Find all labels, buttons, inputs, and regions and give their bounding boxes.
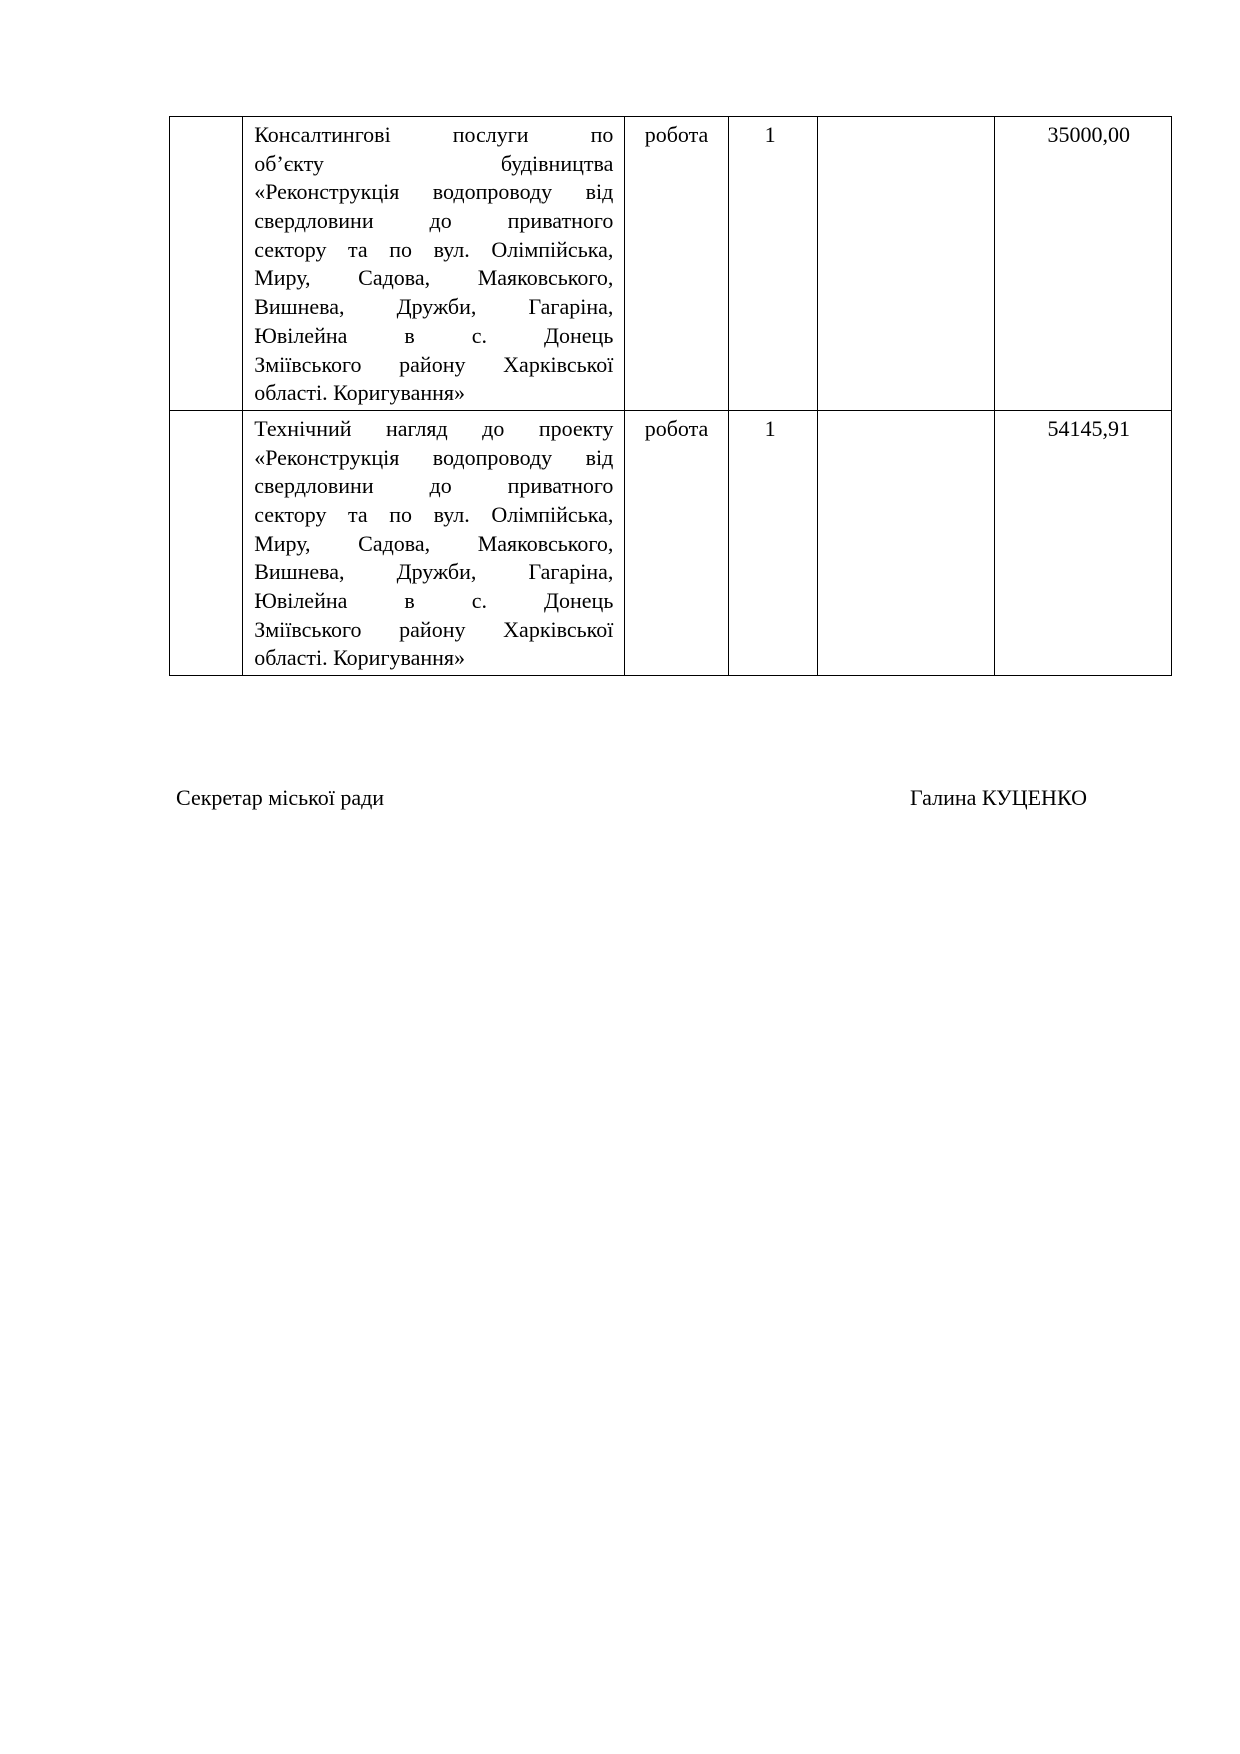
quantity-cell: 1 <box>728 117 817 411</box>
item-name-line: Консалтингові послуги по <box>254 122 614 147</box>
row-number-cell <box>170 117 243 411</box>
item-name-line: об’єкту будівництва <box>254 150 614 176</box>
item-name-line: «Реконструкція водопроводу від <box>254 179 614 205</box>
item-name-line: свердловини до приватного <box>254 208 614 234</box>
item-name-cell <box>243 410 625 675</box>
item-name-line: Вишнева, Дружби, Гагаріна, <box>254 559 614 585</box>
item-name-cell <box>243 117 625 411</box>
item-name-line: «Реконструкція водопроводу від <box>254 444 614 470</box>
item-name-line: Зміївського району Харківської <box>254 351 614 377</box>
item-name-line: сектору та по вул. Олімпійська, <box>254 501 614 527</box>
sum-cell: 54145,91 <box>995 410 1172 675</box>
unit-cell: робота <box>625 410 728 675</box>
items-table <box>169 116 1172 676</box>
item-name-line: Зміївського району Харківської <box>254 616 614 642</box>
item-name-line: Миру, Садова, Маяковського, <box>254 530 614 556</box>
price-cell <box>817 410 995 675</box>
item-name-line: Технічний нагляд до проекту <box>254 415 614 441</box>
item-name-line: Ювілейна в с. Донець <box>254 322 614 348</box>
item-name-line: сектору та по вул. Олімпійська, <box>254 236 614 262</box>
item-name-line: області. Коригування» <box>254 645 466 671</box>
table-row <box>170 410 1172 675</box>
item-name-line: Вишнева, Дружби, Гагаріна, <box>254 294 614 320</box>
item-name-line: Миру, Садова, Маяковського, <box>254 265 614 291</box>
item-name-line: свердловини до приватного <box>254 473 614 499</box>
quantity-cell: 1 <box>728 410 817 675</box>
signatory-name: Галина КУЦЕНКО <box>910 785 1087 810</box>
price-cell <box>817 117 995 411</box>
item-name-line: Ювілейна в с. Донець <box>254 588 614 613</box>
row-number-cell <box>170 410 243 675</box>
sum-cell: 35000,00 <box>995 117 1172 411</box>
signatory-title: Секретар міської ради <box>176 785 385 810</box>
table-row <box>170 117 1172 411</box>
item-name-line: області. Коригування» <box>254 380 466 406</box>
unit-cell: робота <box>625 117 728 411</box>
